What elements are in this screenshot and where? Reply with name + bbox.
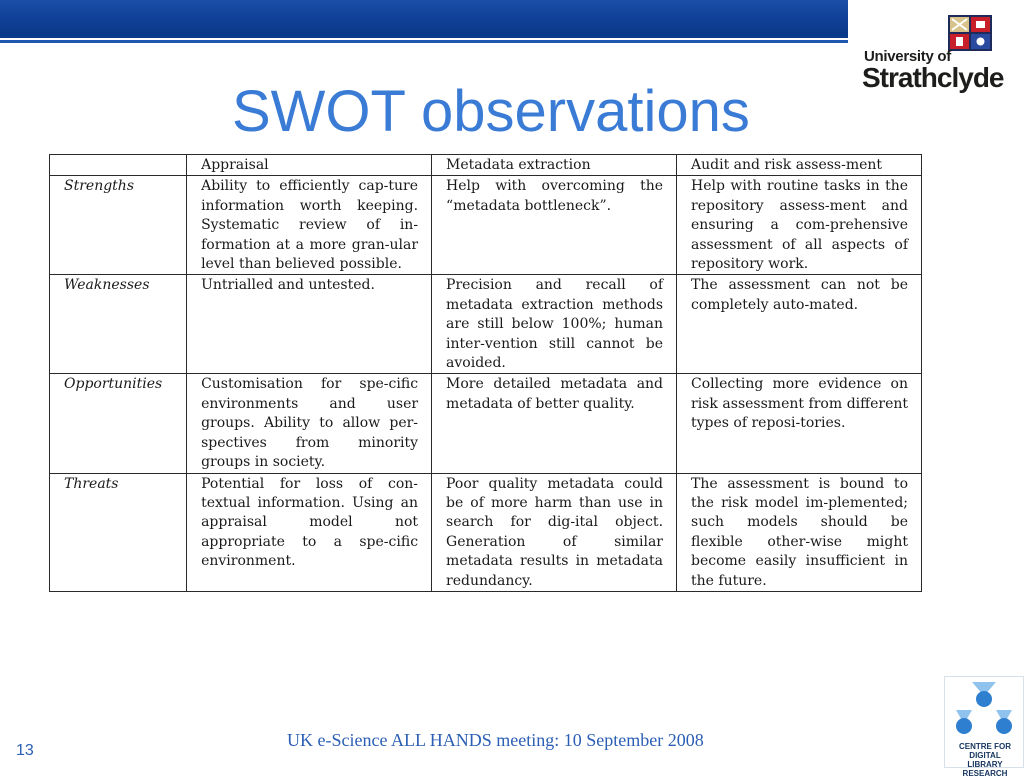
university-logo-line1: University of (864, 48, 951, 65)
cddlr-logo-text (950, 742, 1020, 778)
row-label-threats: Threats (50, 473, 187, 591)
table-header-metadata-extraction: Metadata extraction (432, 155, 677, 176)
table-cell: The assessment can not be completely auto-mated. (677, 275, 922, 374)
table-cell: Poor quality metadata could be of more harm than use in search for dig-ital object. Generation of similar metadata results in metadata redundancy. (432, 473, 677, 591)
slide-number: 13 (16, 742, 34, 759)
table-cell: Help with routine tasks in the repository assess-ment and ensuring a com-prehensive assessment of all aspects of repository work. (677, 176, 922, 275)
row-label-strengths: Strengths (50, 176, 187, 275)
row-label-weaknesses: Weaknesses (50, 275, 187, 374)
table-header-empty (50, 155, 187, 176)
university-logo-line2: Strathclyde (862, 62, 1004, 93)
slide-title: SWOT observations (232, 79, 750, 144)
cddlr-logo-line1: CENTRE FOR DIGITAL (959, 742, 1011, 760)
table-cell: Collecting more evidence on risk assessment from different types of reposi-tories. (677, 374, 922, 473)
table-cell: Untrialled and untested. (187, 275, 432, 374)
university-crest-icon (946, 13, 994, 53)
table-cell: Precision and recall of metadata extraction methods are still below 100%; human inter-vention still cannot be avoided. (432, 275, 677, 374)
row-label-opportunities: Opportunities (50, 374, 187, 473)
swot-table (49, 154, 922, 592)
table-row (50, 176, 922, 275)
table-row (50, 275, 922, 374)
table-header-audit: Audit and risk assess-ment (677, 155, 922, 176)
table-header-row (50, 155, 922, 176)
cddlr-logo-icon (952, 680, 1016, 738)
table-header-appraisal: Appraisal (187, 155, 432, 176)
table-cell: More detailed metadata and metadata of better quality. (432, 374, 677, 473)
table-row (50, 473, 922, 591)
table-row (50, 374, 922, 473)
table-cell: Potential for loss of con-textual information. Using an appraisal model not appropriate to a spe-cific environment. (187, 473, 432, 591)
table-cell: Customisation for spe-cific environments and user groups. Ability to allow per-spectives from minority groups in society. (187, 374, 432, 473)
table-cell: Ability to efficiently cap-ture information worth keeping. Systematic review of in-formation at a more gran-ular level than believed possible. (187, 176, 432, 275)
footer-text: UK e-Science ALL HANDS meeting: 10 September 2008 (287, 730, 704, 750)
table-cell: The assessment is bound to the risk model im-plemented; such models should be flexible other-wise might become easily insufficient in the future. (677, 473, 922, 591)
table-cell: Help with overcoming the “metadata bottleneck”. (432, 176, 677, 275)
cddlr-logo-line2: LIBRARY RESEARCH (962, 760, 1008, 778)
